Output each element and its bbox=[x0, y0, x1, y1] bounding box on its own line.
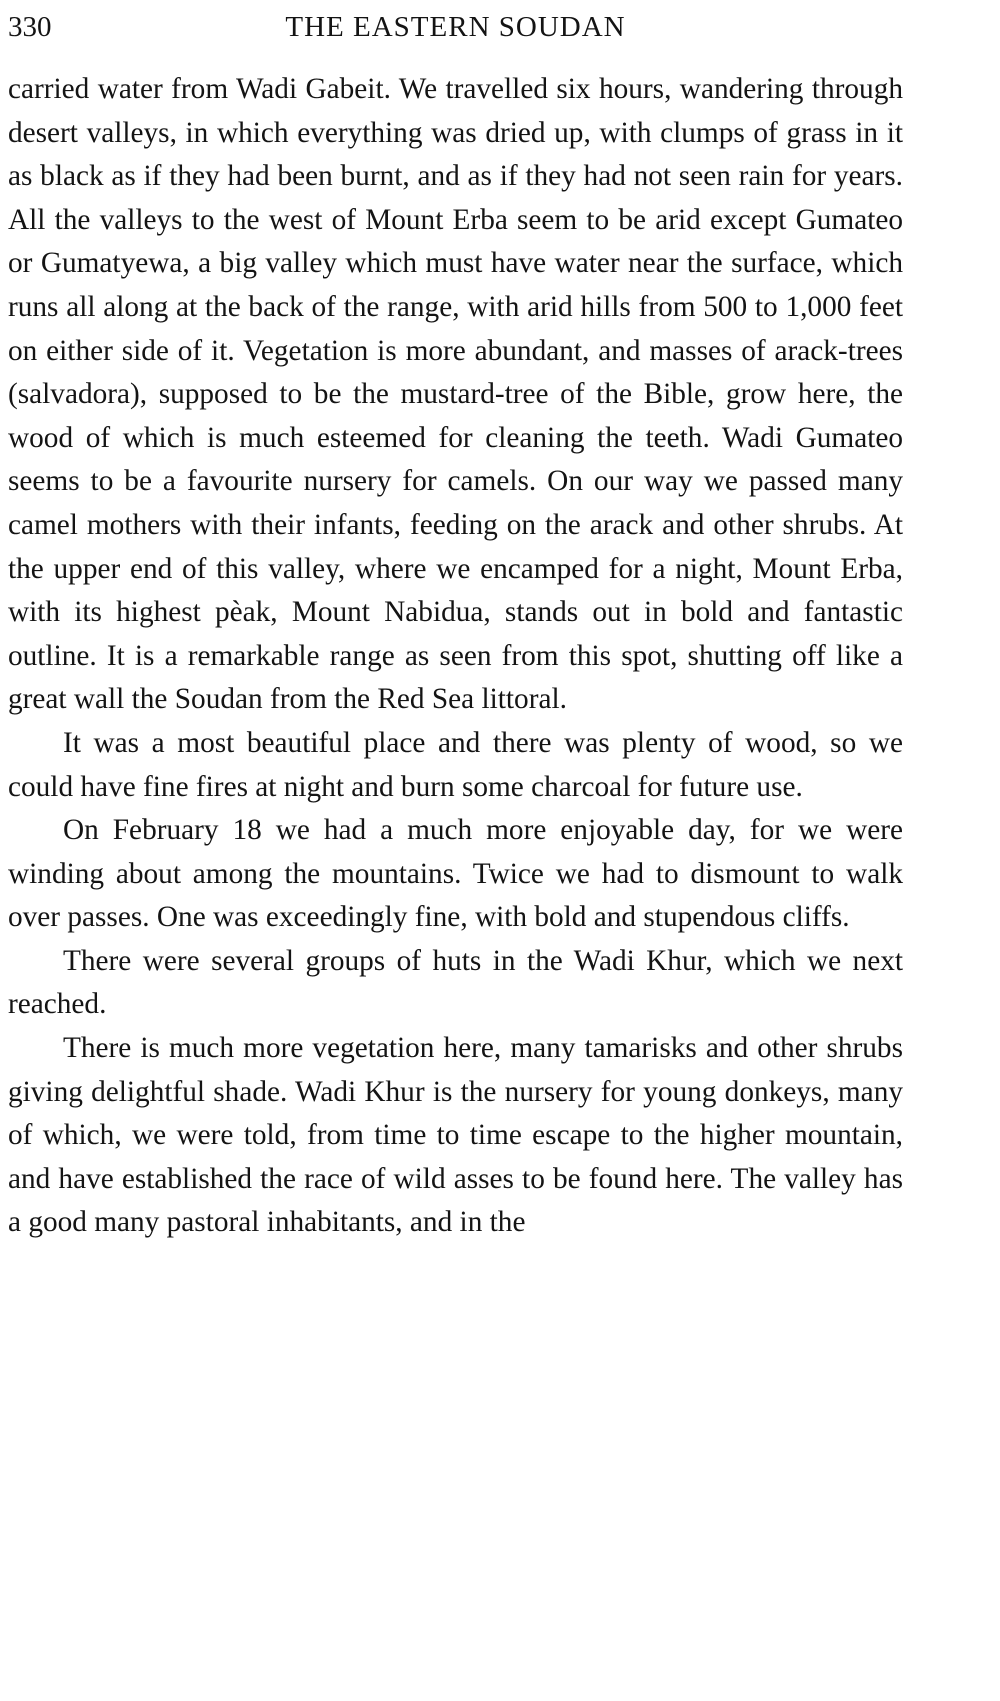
page-number: 330 bbox=[8, 11, 52, 43]
book-page bbox=[8, 0, 903, 1701]
paragraph: There were several groups of huts in the Wadi Khur, which we next reached. bbox=[8, 944, 903, 1021]
body-text bbox=[8, 68, 903, 1245]
paragraph: On February 18 we had a much more enjoyable day, for we were winding about among the mountains. Twice we had to dismount to walk over passes. One was exceedingly fine, with bold and stupendous cliffs. bbox=[8, 814, 903, 934]
paragraph-continued: carried water from Wadi Gabeit. We travelled six hours, wandering through desert valleys, in which everything was dried up, with clumps of grass in it as black as if they had been burnt, and as if they had not seen rain for years. All the valleys to the west of Mount Erba seem to be arid except Gumateo or Gumatyewa, a big valley which must have water near the surface, which runs all along at the back of the range, with arid hills from 500 to 1,000 feet on either side of it. Vegetation is more abundant, and masses of arack-trees (salvadora), supposed to be the mustard-tree of the Bible, grow here, the wood of which is much esteemed for cleaning the teeth. Wadi Gumateo seems to be a favourite nursery for camels. On our way we passed many camel mothers with their infants, feeding on the arack and other shrubs. At the upper end of this valley, where we encamped for a night, Mount Erba, with its highest pèak, Mount Nabidua, stands out in bold and fantastic outline. It is a remarkable range as seen from this spot, shutting off like a great wall the Soudan from the Red Sea littoral. bbox=[8, 73, 903, 716]
page-header bbox=[8, 4, 903, 50]
paragraph: It was a most beautiful place and there was plenty of wood, so we could have fine fires at night and burn some charcoal for future use. bbox=[8, 726, 903, 803]
running-head: THE EASTERN SOUDAN bbox=[285, 11, 626, 43]
paragraph: There is much more vegetation here, many tamarisks and other shrubs giving delightful shade. Wadi Khur is the nursery for young donkeys, many of which, we were told, from time to time escape to the higher mountain, and have established the race of wild asses to be found here. The valley has a good many pastoral inhabitants, and in the bbox=[8, 1032, 903, 1239]
